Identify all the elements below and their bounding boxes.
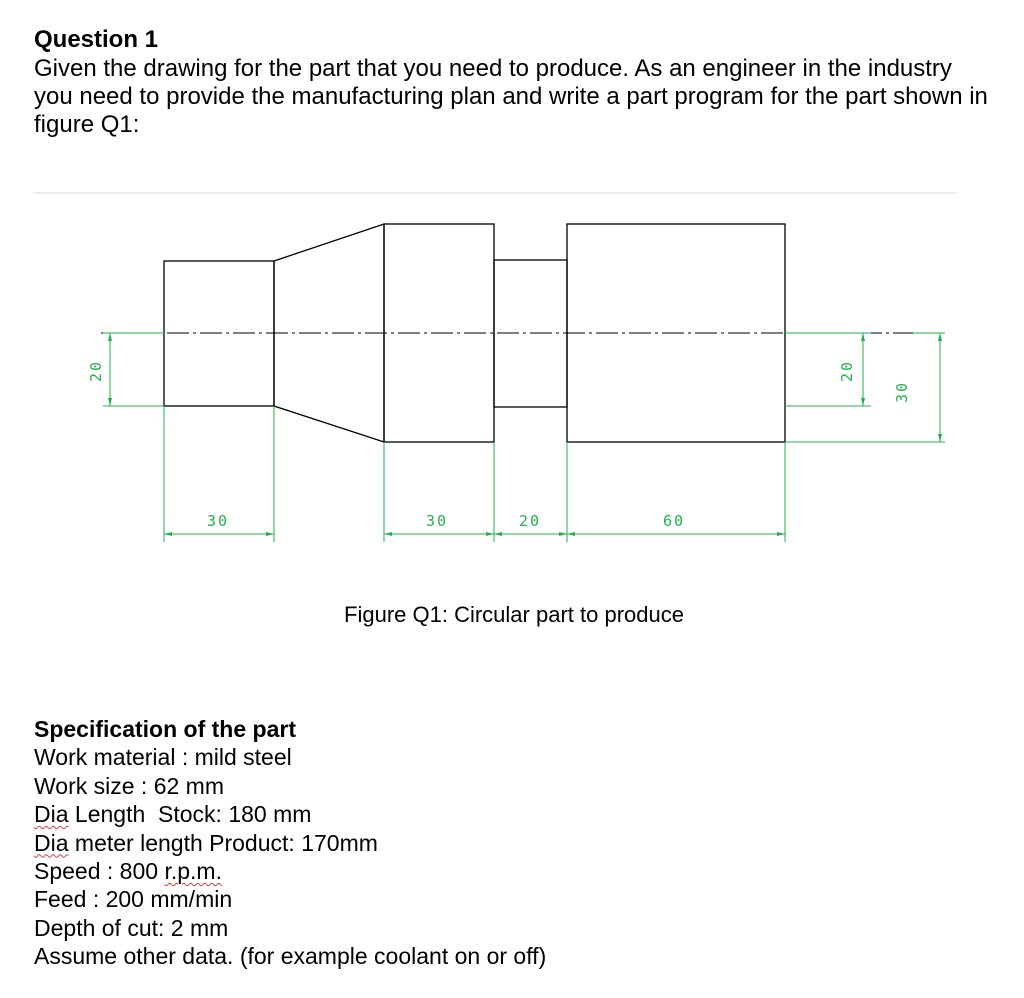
spec-depth: Depth of cut: 2 mm xyxy=(34,914,229,941)
spec-product-word: Dia xyxy=(34,829,69,856)
spec-speed xyxy=(34,857,546,885)
spec-title: Specification of the part xyxy=(34,716,296,742)
spec-feed: Feed : 200 mm/min xyxy=(34,886,233,913)
spec-material: Work material : mild steel xyxy=(34,744,292,771)
figure-caption: Figure Q1: Circular part to produce xyxy=(344,602,684,627)
dim-right-large-diameter: 30 xyxy=(893,380,911,403)
dim-left-diameter: 20 xyxy=(87,359,105,382)
dim-right-small-diameter: 20 xyxy=(838,359,856,382)
spec-stock-length xyxy=(34,800,546,828)
dimension-lines xyxy=(103,333,945,542)
technical-drawing xyxy=(33,192,957,592)
specification-block xyxy=(34,715,546,971)
spec-stock-word: Dia xyxy=(34,801,69,828)
spec-speed-unit: r.p.m. xyxy=(164,858,222,885)
spec-assume: Assume other data. (for example coolant on or off) xyxy=(34,943,547,970)
spec-product-rest: meter length Product: 170mm xyxy=(68,829,378,856)
dimension-arrows xyxy=(108,333,942,536)
dim-length-3: 20 xyxy=(519,512,542,530)
spec-work-size: Work size : 62 mm xyxy=(34,772,224,799)
spec-speed-label: Speed : 800 xyxy=(34,858,165,885)
spec-product-length xyxy=(34,829,546,857)
dim-length-2: 30 xyxy=(426,512,449,530)
dim-length-1: 30 xyxy=(207,512,230,530)
question-body: Given the drawing for the part that you need to produce. As an engineer in the industry you need to provide the manufacturing plan and write a part program for the part shown in figure Q1: xyxy=(34,55,988,138)
spec-stock-rest: Length Stock: 180 mm xyxy=(68,801,312,828)
question-title: Question 1 xyxy=(34,26,159,53)
dim-length-4: 60 xyxy=(663,512,686,530)
